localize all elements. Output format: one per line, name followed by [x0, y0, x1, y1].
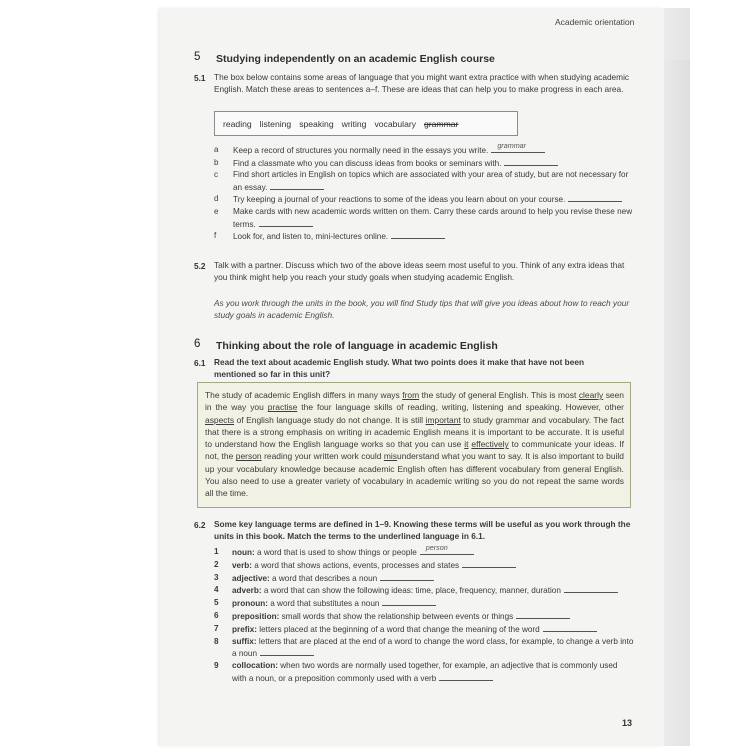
item-letter: a: [214, 145, 219, 154]
word-listening: listening: [259, 118, 292, 129]
term-definition: a word that shows actions, events, processes and states: [252, 560, 460, 570]
item-text: Find a classmate who you can discuss ideas from books or seminars with.: [233, 158, 502, 168]
passage-text: to study grammar and vocabulary. The fact that there is a strong emphasis on writing in academic English means it is important to be accurate. It is useful to understand how the English language works so that you can use: [205, 414, 624, 450]
term-name: pronoun:: [232, 599, 268, 609]
term-number: 4: [214, 585, 219, 595]
term-definition: when two words are normally used together, for example, an adjective that is commonly used with a noun, or a preposition commonly used with a verb: [232, 661, 618, 683]
term-definition: small words that show the relationship between events or things: [279, 611, 514, 621]
q51-instructions: The box below contains some areas of language that you might want extra practice with when studying academic English. Match these areas to sentences a–f. These are ideas that can help you to make progress in each area.: [214, 72, 630, 95]
term-name: adverb:: [232, 586, 262, 596]
term-number: 7: [214, 623, 219, 633]
term-definition: a word that describes a noun: [269, 573, 378, 583]
answer-blank[interactable]: [382, 597, 436, 606]
item-letter: b: [214, 157, 219, 167]
term-definition: a word that is used to show things or people: [254, 548, 417, 557]
word-grammar: grammar: [424, 118, 459, 129]
section-6-title: Thinking about the role of language in academic English: [216, 340, 498, 352]
underlined-word: important: [425, 414, 461, 425]
term-definition: a word that substitutes a noun: [267, 599, 380, 609]
q62-number: 6.2: [194, 520, 206, 530]
term-item: [214, 597, 634, 610]
term-definition: a word that can show the following ideas: time, place, frequency, manner, duration: [261, 586, 561, 596]
q61-instructions: Read the text about academic English study. What two points does it make that have not been mentioned so far in this unit?: [214, 357, 585, 380]
page-edge-strip: [664, 60, 690, 480]
list-item: [214, 157, 634, 170]
item-text: Keep a record of structures you normally need in the essays you write.: [233, 146, 489, 155]
item-text: Look for, and listen to, mini-lectures online.: [233, 232, 389, 242]
passage-text: of English language study do not change. It is still: [234, 414, 426, 425]
q52-number: 5.2: [194, 261, 206, 271]
answer-blank[interactable]: [543, 623, 597, 632]
item-letter: f: [214, 231, 217, 241]
underlined-word: person: [235, 451, 262, 462]
section-5-number: 5: [194, 51, 201, 63]
term-number: 8: [214, 636, 219, 646]
term-number: 1: [214, 547, 219, 556]
item-text: Try keeping a journal of your reactions to some of the ideas you learn about on your course.: [233, 195, 566, 205]
exercise-5-1-list: [214, 141, 634, 243]
passage-text: the four language skills of reading, writing, listening and speaking. However, other: [297, 402, 624, 413]
passage-text: reading your written work could: [261, 451, 384, 462]
answer-blank[interactable]: [270, 181, 324, 190]
word-writing: writing: [341, 118, 367, 129]
q62-instructions: Some key language terms are defined in 1–9. Knowing these terms will be useful as you work through the units in this book. Match the terms to the underlined language in 6.1.: [214, 519, 631, 542]
term-definition: letters that are placed at the end of a word to change the word class, for example, to change a verb into a noun: [232, 636, 634, 659]
answer-blank[interactable]: [462, 559, 516, 568]
term-name: prefix:: [232, 624, 258, 634]
list-item: [214, 206, 634, 230]
answer-blank[interactable]: [516, 610, 570, 619]
word-box: [214, 111, 518, 136]
underlined-word: from: [402, 390, 420, 400]
answer-blank[interactable]: [380, 572, 434, 581]
term-item: [214, 584, 634, 597]
item-letter: d: [214, 194, 219, 204]
reading-passage: [197, 382, 631, 508]
answer-blank[interactable]: [260, 647, 314, 656]
answer-blank[interactable]: [491, 141, 545, 153]
study-tip-note: As you work through the units in the book, you will find Study tips that will give you ideas about how to reach your study goals in academic English.: [214, 298, 630, 321]
term-name: verb:: [232, 560, 253, 570]
term-item: [214, 559, 634, 572]
term-item: [214, 543, 634, 559]
underlined-word: practise: [267, 402, 298, 413]
q52-instructions: Talk with a partner. Discuss which two of the above ideas seem most useful to you. Think of any extra ideas that you think might help you reach your study goals when studying academic English.: [214, 260, 625, 283]
term-item: [214, 623, 634, 636]
answer-blank[interactable]: [439, 672, 493, 681]
passage-text: to communicate your ideas. If not, the: [205, 439, 624, 462]
list-item: [214, 230, 634, 243]
answer-text: person: [425, 543, 448, 553]
term-item: [214, 572, 634, 585]
answer-blank[interactable]: [564, 584, 618, 593]
q61-number: 6.1: [194, 358, 206, 368]
word-speaking: speaking: [299, 118, 334, 129]
term-definition: letters placed at the beginning of a word that change the meaning of the word: [257, 624, 540, 634]
term-number: 5: [214, 598, 219, 608]
underlined-word: effectively: [471, 439, 509, 450]
underlined-word: aspects: [205, 414, 235, 425]
term-name: noun:: [232, 548, 255, 557]
passage-text: understand what you want to say. It is also important to build up your vocabulary knowledge because academic English often has different vocabulary from general English. You also need to use a greater variety of vocabulary in academic writing so you do not repeat the same words all the time.: [205, 451, 625, 499]
list-item: [214, 193, 634, 206]
underlined-word: it: [464, 439, 469, 450]
section-5-title: Studying independently on an academic English course: [216, 53, 495, 65]
term-item: [214, 610, 634, 623]
term-name: collocation:: [232, 661, 278, 671]
term-number: 3: [214, 572, 219, 582]
answer-text: grammar: [497, 141, 527, 151]
passage-text: the study of general English. This is most: [419, 390, 579, 400]
item-letter: c: [214, 170, 218, 180]
term-number: 6: [214, 610, 219, 620]
section-6-number: 6: [194, 338, 201, 350]
term-list: [214, 543, 634, 685]
passage-text: seen in the way you: [205, 390, 624, 413]
term-item: [214, 660, 634, 685]
running-head: Academic orientation: [555, 17, 635, 27]
answer-blank[interactable]: [259, 218, 313, 227]
underlined-word: clearly: [578, 390, 604, 400]
answer-blank[interactable]: [391, 230, 445, 239]
underlined-word: mis: [383, 451, 398, 462]
answer-blank[interactable]: [504, 157, 558, 166]
word-reading: reading: [223, 118, 252, 129]
word-vocabulary: vocabulary: [374, 118, 417, 129]
term-name: suffix:: [232, 636, 257, 646]
item-text: Find short articles in English on topics which are associated with your area of study, but are not necessary for an essay.: [233, 170, 629, 192]
answer-blank[interactable]: [568, 193, 622, 202]
list-item: [214, 141, 634, 157]
list-item: [214, 169, 634, 193]
page-number: 13: [622, 718, 633, 728]
item-text: Make cards with new academic words written on them. Carry these cards around to help you revise these new terms.: [233, 206, 633, 229]
q51-number: 5.1: [194, 73, 206, 83]
passage-text: The study of academic English differs in many ways: [205, 390, 403, 400]
term-number: 2: [214, 559, 219, 569]
term-item: [214, 636, 634, 661]
term-number: 9: [214, 661, 219, 671]
term-name: adjective:: [232, 573, 270, 583]
item-letter: e: [214, 206, 219, 216]
term-name: preposition:: [232, 611, 280, 621]
answer-blank[interactable]: [420, 543, 474, 555]
